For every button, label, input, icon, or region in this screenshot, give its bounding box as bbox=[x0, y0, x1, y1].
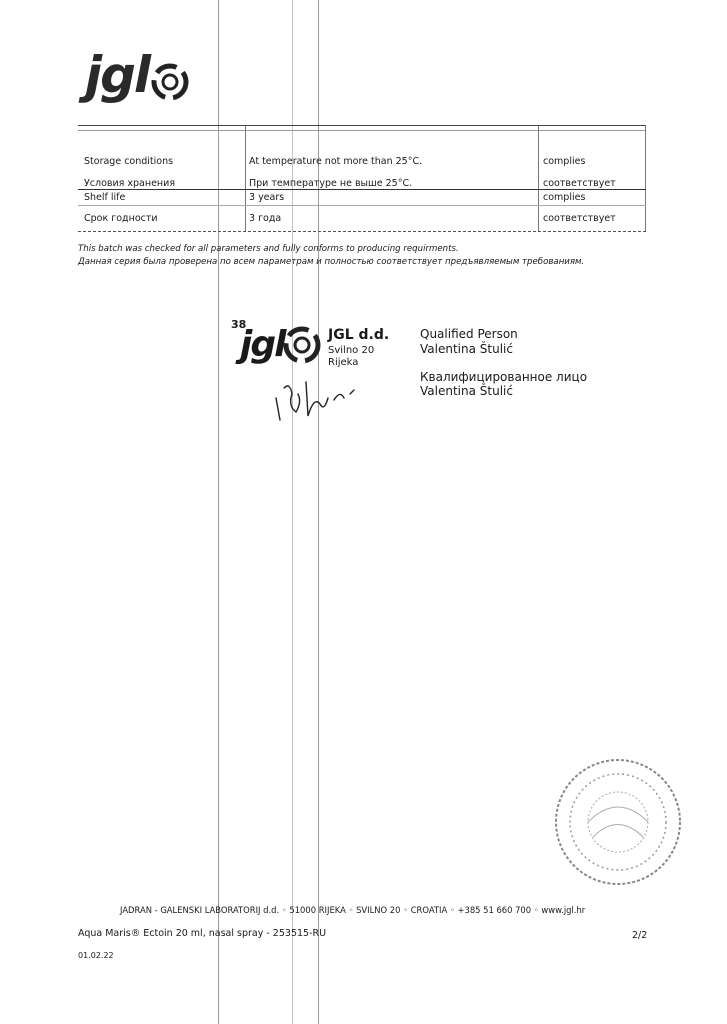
batch-statement-ru: Данная серия была проверена по всем параметрам и полностью соответствует предъявляемым требованиям. bbox=[78, 257, 585, 267]
table-cell-parameter: Условия хранения bbox=[84, 178, 176, 189]
table-cell-parameter: Storage conditions bbox=[84, 156, 174, 167]
recycle-logo-icon bbox=[150, 62, 190, 102]
seal-street: Svilno 20 bbox=[328, 345, 375, 356]
qualified-person-name-ru: Valentina Štulić bbox=[420, 384, 513, 398]
seal-company-name: JGL d.d. bbox=[328, 327, 390, 343]
table-cell-result: complies bbox=[543, 192, 586, 203]
recycle-logo-icon bbox=[282, 325, 322, 365]
table-cell-value: 3 years bbox=[249, 192, 285, 203]
seal-city: Rijeka bbox=[328, 357, 359, 368]
table-cell-result: complies bbox=[543, 156, 586, 167]
table-cell-value: At temperature not more than 25°C. bbox=[249, 156, 423, 167]
footer-address-text: JADRAN - GALENSKI LABORATORIJ d.d. ◦ 51000 RIJEKA ◦ SVILNO 20 ◦ CROATIA ◦ +385 51 660 700 ◦ bbox=[120, 905, 539, 915]
qualified-person-name: Valentina Štulić bbox=[420, 342, 513, 356]
table-cell-result: соответствует bbox=[543, 178, 616, 189]
round-stamp bbox=[548, 752, 688, 892]
company-logo: jgl bbox=[85, 46, 150, 104]
seal-logo: jgl bbox=[240, 324, 285, 365]
spec-table bbox=[78, 125, 646, 232]
table-cell-parameter: Shelf life bbox=[84, 192, 126, 203]
document-date: 01.02.22 bbox=[78, 951, 114, 960]
table-cell-value: При температуре не выше 25°C. bbox=[249, 178, 413, 189]
signature bbox=[268, 376, 358, 426]
page-number: 2/2 bbox=[632, 930, 648, 941]
product-line: Aqua Maris® Ectoin 20 ml, nasal spray - 253515-RU bbox=[78, 928, 327, 939]
qualified-person-title: Qualified Person bbox=[420, 327, 518, 341]
table-cell-parameter: Срок годности bbox=[84, 213, 158, 224]
footer-website-link[interactable]: www.jgl.hr bbox=[541, 905, 586, 915]
table-cell-result: соответствует bbox=[543, 213, 616, 224]
seal-number: 38 bbox=[231, 318, 247, 331]
batch-statement-en: This batch was checked for all parameters and fully conforms to producing requirments. bbox=[78, 244, 459, 254]
qualified-person-title-ru: Квалифицированное лицо bbox=[420, 370, 588, 384]
table-cell-value: 3 года bbox=[249, 213, 282, 224]
footer-address bbox=[120, 905, 585, 915]
